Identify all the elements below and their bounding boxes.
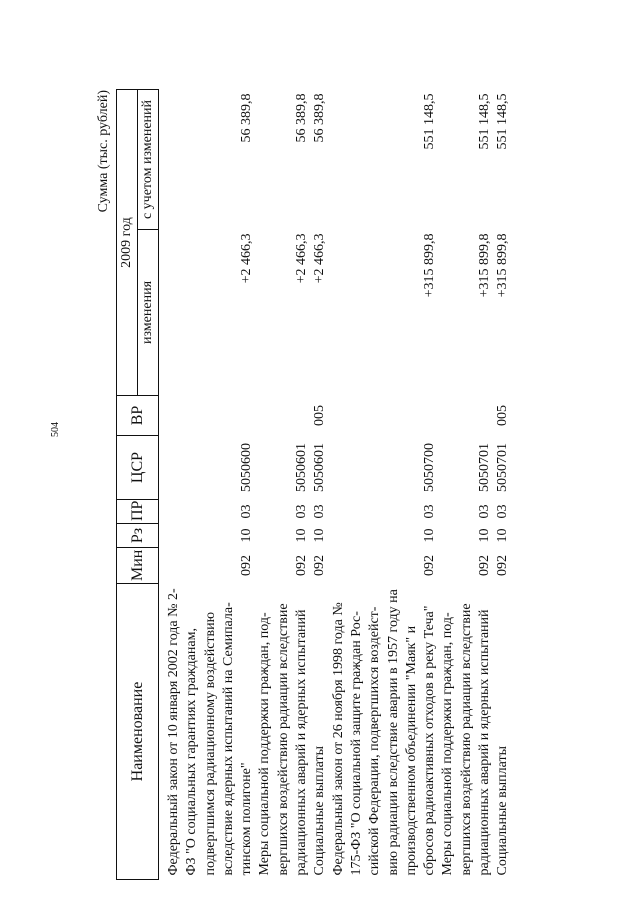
page-number: 504: [50, 422, 61, 437]
row-csr: 5050600: [239, 443, 255, 492]
row-name: Федеральный закон от 10 января 2002 года № 2-ФЗ "О социальных гарантиях гражданам, подвергшимся радиационному воздействию вследствие ядерных испытаний на Семипалатинском полигоне": [166, 588, 255, 876]
row-name: Федеральный закон от 26 ноября 1998 года № 175-ФЗ "О социальной защите граждан Российской Федерации, подвергшихся воздействию радиации вследствие аварии в 1957 году на производственном объединении "Маяк" и сбросов радиоактивных отходов в реку Теча": [330, 589, 438, 876]
row-rz: 10: [495, 528, 511, 543]
row-min: 092: [495, 555, 511, 576]
header-rz: Рз: [117, 524, 159, 548]
row-vr: 005: [495, 405, 511, 426]
row-change: +2 466,3: [312, 233, 328, 284]
table-row: [165, 90, 256, 880]
row-total: 56 389,8: [312, 93, 328, 143]
row-vr: [165, 396, 256, 436]
row-change: +315 899,8: [477, 233, 493, 298]
table-row: [439, 90, 494, 880]
row-pr: 03: [422, 504, 438, 519]
row-csr: 5050601: [294, 443, 310, 492]
header-csr: ЦСР: [117, 436, 159, 500]
row-pr: 03: [239, 504, 255, 519]
header-min: Мин: [117, 548, 159, 584]
header-with-changes: с учетом изменений: [138, 90, 159, 230]
row-change: +2 466,3: [239, 233, 255, 284]
table-row: [311, 90, 329, 880]
row-total: 551 148,5: [422, 93, 438, 150]
table-row: [494, 90, 512, 880]
row-change: +2 466,3: [294, 233, 310, 284]
row-vr: [330, 396, 440, 436]
row-min: 092: [422, 555, 438, 576]
row-min: 092: [312, 555, 328, 576]
row-pr: 03: [495, 504, 511, 519]
table-header: [117, 90, 159, 880]
unit-label: Сумма (тыс. рублей): [96, 90, 111, 213]
row-total: 56 389,8: [239, 93, 255, 143]
row-min: 092: [477, 555, 493, 576]
header-pr: ПР: [117, 500, 159, 524]
row-name: Социальные выплаты: [495, 745, 511, 876]
row-total: 56 389,8: [294, 93, 310, 143]
header-vr: ВР: [117, 396, 159, 436]
row-csr: 5050601: [312, 443, 328, 492]
header-changes: изменения: [138, 230, 159, 396]
header-name: Наименование: [117, 584, 159, 880]
row-change: +315 899,8: [495, 233, 511, 298]
row-min: 092: [239, 555, 255, 576]
budget-table: [116, 89, 513, 880]
row-pr: 03: [477, 504, 493, 519]
row-name: Меры социальной поддержки граждан, подвергшихся воздействию радиации вследствие радиационных аварий и ядерных испытаний: [257, 603, 310, 876]
header-year: 2009 год: [117, 90, 138, 396]
row-pr: 03: [312, 504, 328, 519]
row-total: 551 148,5: [495, 93, 511, 150]
row-csr: 5050701: [495, 443, 511, 492]
row-rz: 10: [477, 528, 493, 543]
row-rz: 10: [239, 528, 255, 543]
row-rz: 10: [312, 528, 328, 543]
row-rz: 10: [422, 528, 438, 543]
row-min: 092: [294, 555, 310, 576]
rotated-budget-table-page: [94, 90, 578, 880]
row-name: Меры социальной поддержки граждан, подвергшихся воздействию радиации вследствие радиационных аварий и ядерных испытаний: [440, 603, 493, 876]
row-name: Социальные выплаты: [312, 745, 328, 876]
row-rz: 10: [294, 528, 310, 543]
row-csr: 5050700: [422, 443, 438, 492]
table-row: [330, 90, 440, 880]
row-change: +315 899,8: [422, 233, 438, 298]
row-pr: 03: [294, 504, 310, 519]
row-total: 551 148,5: [477, 93, 493, 150]
row-vr: 005: [312, 405, 328, 426]
row-vr: [439, 396, 494, 436]
table-row: [256, 90, 311, 880]
table-body: [159, 90, 513, 880]
row-csr: 5050701: [477, 443, 493, 492]
row-vr: [256, 396, 311, 436]
